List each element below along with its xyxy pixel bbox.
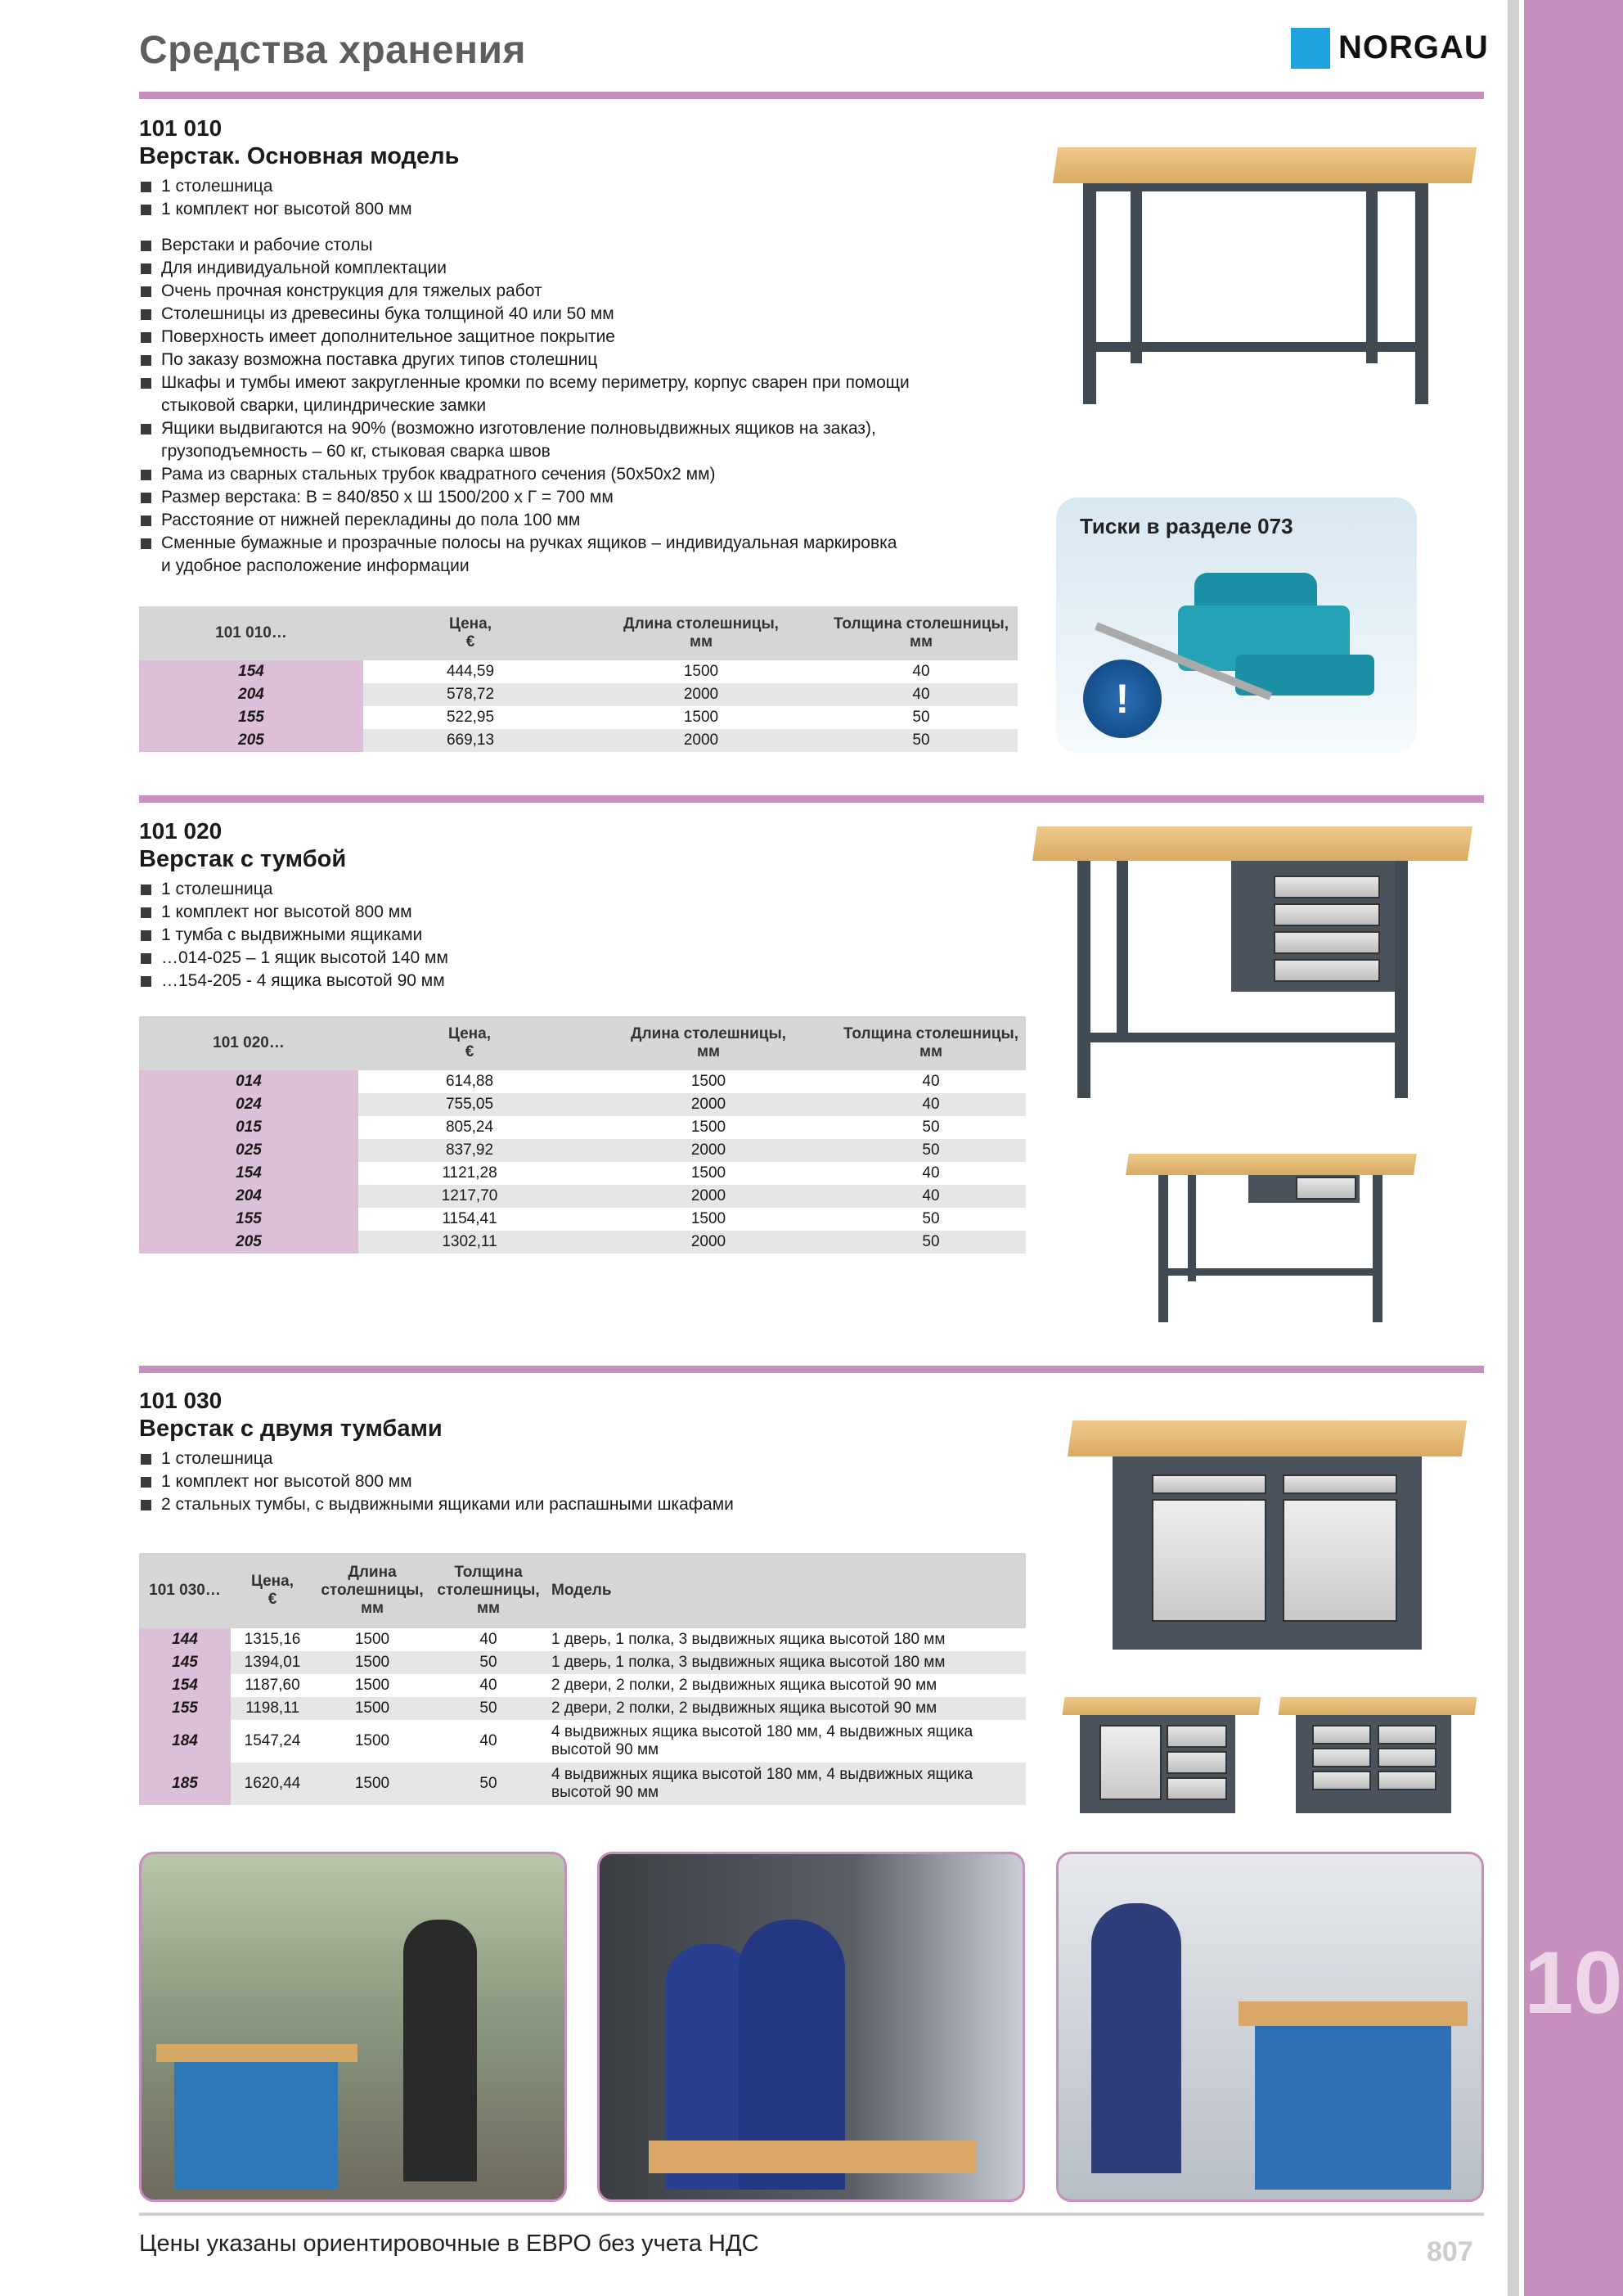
col-code: 101 020… — [139, 1016, 358, 1070]
feature-item: Ящики выдвигаются на 90% (возможно изготовление полновыдвижных ящиков на заказ), грузоподъемность – 60 кг, стыковая сварка швов — [139, 417, 946, 463]
col-price: Цена, € — [363, 606, 578, 660]
feature-item: Столешницы из древесины бука толщиной 40 или 50 мм — [139, 303, 924, 326]
workbench-variant-b-image — [1279, 1697, 1480, 1820]
table-row: 145 1394,01 1500 50 1 дверь, 1 полка, 3 выдвижных ящика высотой 180 мм — [139, 1651, 1026, 1674]
feature-item: Верстаки и рабочие столы — [139, 234, 924, 257]
photo-cnc-workers — [597, 1852, 1025, 2202]
kit-item: 1 столешница — [139, 1447, 957, 1470]
info-icon: ! — [1083, 660, 1162, 738]
kit-item: 1 комплект ног высотой 800 мм — [139, 901, 875, 924]
table-row: 204 578,72 2000 40 — [139, 683, 1018, 706]
workbench-two-cabinets-image — [1070, 1420, 1472, 1666]
feature-item: По заказу возможна поставка других типов столешниц — [139, 349, 924, 371]
photo-outdoor-workshop — [139, 1852, 567, 2202]
side-tab-shadow — [1508, 0, 1519, 2296]
feature-item: Сменные бумажные и прозрачные полосы на ручках ящиков – индивидуальная маркировка и удобное расположение информации — [139, 532, 897, 578]
price-table-101010 — [139, 606, 1018, 752]
table-row: 025 837,92 2000 50 — [139, 1139, 1026, 1162]
feature-item: Размер верстака: В = 840/850 x Ш 1500/200 x Г = 700 мм — [139, 486, 924, 509]
col-thickness: Толщина столешницы, мм — [836, 1016, 1026, 1070]
table-row: 154 1187,60 1500 40 2 двери, 2 полки, 2 выдвижных ящика высотой 90 мм — [139, 1674, 1026, 1697]
col-length: Длина столешницы, мм — [314, 1553, 430, 1628]
feature-item: Шкафы и тумбы имеют закругленные кромки по всему периметру, корпус сварен при помощи стыковой сварки, цилиндрические замки — [139, 371, 914, 417]
feature-item: Очень прочная конструкция для тяжелых работ — [139, 280, 924, 303]
norgau-logo-mark — [1291, 28, 1330, 69]
workbench-basic-image — [1055, 139, 1481, 409]
workbench-drawer-image — [1127, 1154, 1422, 1326]
product-name: Верстак с двумя тумбами — [139, 1416, 443, 1442]
table-row: 015 805,24 1500 50 — [139, 1116, 1026, 1139]
feature-item: Для индивидуальной комплектации — [139, 257, 924, 280]
col-code: 101 010… — [139, 606, 363, 660]
product-code: 101 030 — [139, 1388, 223, 1413]
kit-item: 1 комплект ног высотой 800 мм — [139, 1470, 957, 1493]
header-rule — [139, 92, 1484, 99]
kit-item: 2 стальных тумбы, с выдвижными ящиками или распашными шкафами — [139, 1493, 957, 1516]
table-row: 184 1547,24 1500 40 4 выдвижных ящика высотой 180 мм, 4 выдвижных ящика высотой 90 мм — [139, 1720, 1026, 1763]
kit-item: 1 тумба с выдвижными ящиками — [139, 924, 875, 947]
col-code: 101 030… — [139, 1553, 231, 1628]
vise-reference-title: Тиски в разделе 073 — [1080, 514, 1293, 538]
feature-item: Расстояние от нижней перекладины до пола 100 мм — [139, 509, 924, 532]
col-length: Длина столешницы, мм — [578, 606, 825, 660]
table-row: 205 669,13 2000 50 — [139, 729, 1018, 752]
kit-item: 1 комплект ног высотой 800 мм — [139, 198, 957, 221]
col-price: Цена, € — [358, 1016, 581, 1070]
kit-item: …154-205 - 4 ящика высотой 90 мм — [139, 970, 875, 993]
table-row: 154 1121,28 1500 40 — [139, 1162, 1026, 1185]
kit-item: …014-025 – 1 ящик высотой 140 мм — [139, 947, 875, 970]
feature-item: Рама из сварных стальных трубок квадратного сечения (50x50x2 мм) — [139, 463, 924, 486]
col-thickness: Толщина столешницы, мм — [430, 1553, 546, 1628]
feature-list — [139, 234, 924, 578]
section-rule — [139, 1366, 1484, 1373]
price-note: Цены указаны ориентировочные в ЕВРО без учета НДС — [139, 2231, 759, 2257]
col-price: Цена, € — [231, 1553, 314, 1628]
workbench-variant-a-image — [1063, 1697, 1264, 1820]
kit-list — [139, 1447, 957, 1516]
price-table-101030 — [139, 1553, 1026, 1805]
kit-item: 1 столешница — [139, 175, 957, 198]
chapter-number: 10 — [1524, 1933, 1623, 2032]
col-model: Модель — [546, 1553, 1026, 1628]
footer-rule — [139, 2213, 1484, 2216]
table-row: 014 614,88 1500 40 — [139, 1070, 1026, 1093]
table-row: 155 1198,11 1500 50 2 двери, 2 полки, 2 выдвижных ящика высотой 90 мм — [139, 1697, 1026, 1720]
table-row: 024 755,05 2000 40 — [139, 1093, 1026, 1116]
table-row: 205 1302,11 2000 50 — [139, 1231, 1026, 1254]
product-name: Верстак с тумбой — [139, 846, 347, 872]
kit-list — [139, 878, 875, 993]
product-name: Верстак. Основная модель — [139, 143, 460, 169]
page-number: 807 — [1427, 2236, 1473, 2267]
product-code: 101 020 — [139, 818, 223, 844]
table-row: 154 444,59 1500 40 — [139, 660, 1018, 683]
kit-item: 1 столешница — [139, 878, 875, 901]
table-row: 155 522,95 1500 50 — [139, 706, 1018, 729]
product-code: 101 010 — [139, 115, 223, 141]
col-length: Длина столешницы, мм — [581, 1016, 836, 1070]
table-row: 144 1315,16 1500 40 1 дверь, 1 полка, 3 выдвижных ящика высотой 180 мм — [139, 1628, 1026, 1651]
kit-list — [139, 175, 957, 221]
col-thickness: Толщина столешницы, мм — [825, 606, 1018, 660]
section-rule — [139, 795, 1484, 803]
page-title: Средства хранения — [139, 29, 527, 72]
workbench-cabinet-image — [1035, 818, 1477, 1105]
table-row: 185 1620,44 1500 50 4 выдвижных ящика высотой 180 мм, 4 выдвижных ящика высотой 90 мм — [139, 1763, 1026, 1805]
table-row: 155 1154,41 1500 50 — [139, 1208, 1026, 1231]
table-row: 204 1217,70 2000 40 — [139, 1185, 1026, 1208]
price-table-101020 — [139, 1016, 1026, 1254]
brand-logo: NORGAU — [1338, 29, 1489, 65]
photo-machine-shop — [1056, 1852, 1484, 2202]
feature-item: Поверхность имеет дополнительное защитное покрытие — [139, 326, 924, 349]
